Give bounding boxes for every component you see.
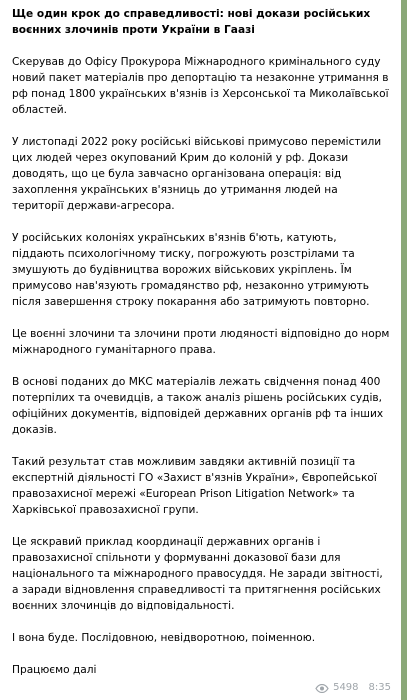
- post-paragraph: Це воєнні злочини та злочини проти людяності відповідно до норм міжнародного гуманітарного права.: [12, 328, 390, 356]
- post-paragraph: Скерував до Офісу Прокурора Міжнародного кримінального суду новий пакет матеріалів про депортацію та незаконне утримання в рф понад 1800 українських в'язнів із Херсонської та Миколаївської областей.: [12, 56, 389, 116]
- post-paragraph: І вона буде. Послідовною, невідворотною, поіменною.: [12, 632, 316, 644]
- post-paragraph: Це яскравий приклад координації державних органів і правозахисної спільноти у формуванні доказової бази для національного та міжнародного правосуддя. Не заради звітності, а заради відновлення справедливості та притягнення російських воєнних злочинців до відповідальності.: [12, 536, 383, 612]
- post-title: Ще один крок до справедливості: нові докази російських воєнних злочинів проти України в Гаазі: [12, 8, 371, 36]
- chat-background: [401, 0, 407, 700]
- post-paragraph: У листопаді 2022 року російські військові примусово перемістили цих людей через окупований Крим до колоній у рф. Докази доводять, що це була завчасно організована операція: від захоплення українських в'язниць до утримання людей на території держави-агресора.: [12, 136, 382, 212]
- view-count: 5498: [333, 682, 359, 693]
- message-meta: [315, 682, 391, 694]
- message-time: 8:35: [368, 682, 391, 693]
- post-paragraph: Працюємо далі: [12, 664, 97, 676]
- post-paragraph: В основі поданих до МКС матеріалів лежать свідчення понад 400 потерпілих та очевидців, а також аналіз рішень російських судів, офіційних документів, відповідей державних органів рф та інших доказів.: [12, 376, 384, 436]
- post-paragraph: У російських колоніях українських в'язнів б'ють, катують, піддають психологічному тиску, погрожують розстрілами та змушують до будівництва ворожих військових укріплень. Їм примусово нав'язують громадянство рф, незаконно утримують після завершення строку покарання або затримують повторно.: [12, 232, 370, 308]
- post-paragraph: Такий результат став можливим завдяки активній позиції та експертній діяльності ГО «Захист в'язнів України», Європейської правозахисної мережі «European Prison Litigation Network» та Харківської правозахисної групи.: [12, 456, 377, 516]
- eye-icon: [315, 684, 329, 693]
